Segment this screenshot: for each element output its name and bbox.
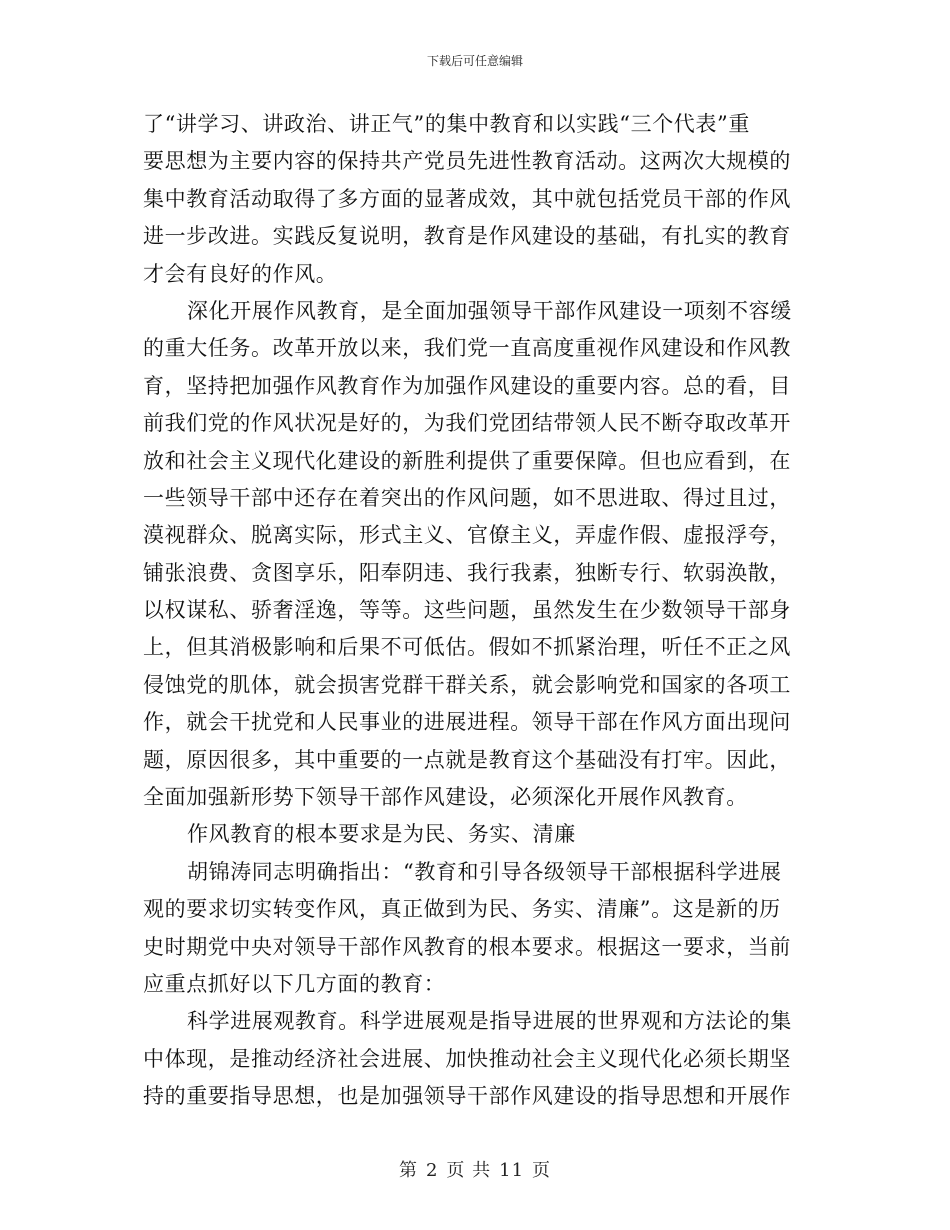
text-line: 中体现，是推动经济社会进展、加快推动社会主义现代化必须长期坚 — [143, 1046, 791, 1071]
text-line: 的重大任务。改革开放以来，我们党一直高度重视作风建设和作风教 — [143, 336, 791, 361]
text-line: 漠视群众、脱离实际，形式主义、官僚主义，弄虚作假、虚报浮夸， — [143, 523, 791, 548]
text-line: 应重点抓好以下几方面的教育： — [143, 971, 446, 996]
document-body — [143, 106, 803, 1116]
footer-middle: 页 共 — [446, 1160, 492, 1181]
text-line: 放和社会主义现代化建设的新胜利提供了重要保障。但也应看到，在 — [143, 448, 791, 473]
footer-total-pages: 11 — [499, 1160, 525, 1181]
text-line: 题，原因很多，其中重要的一点就是教育这个基础没有打牢。因此， — [143, 747, 791, 772]
text-line: 了“讲学习、讲政治、讲正气”的集中教育和以实践“三个代表”重 — [143, 112, 750, 136]
text-line: 铺张浪费、贪图享乐，阳奉阴违、我行我素，独断专行、软弱涣散， — [143, 560, 791, 585]
text-line: 进一步改进。实践反复说明，教育是作风建设的基础，有扎实的教育 — [143, 224, 791, 249]
text-line: 全面加强新形势下领导干部作风建设，必须深化开展作风教育。 — [143, 785, 748, 810]
text-line: 科学进展观教育。科学进展观是指导进展的世界观和方法论的集 — [187, 1009, 792, 1034]
text-line: 侵蚀党的肌体，就会损害党群干群关系，就会影响党和国家的各项工 — [143, 672, 791, 697]
footer-page-number: 2 — [425, 1160, 439, 1181]
text-line: 持的重要指导思想，也是加强领导干部作风建设的指导思想和开展作 — [143, 1084, 791, 1109]
footer-prefix: 第 — [398, 1160, 418, 1181]
text-line: 胡锦涛同志明确指出：“教育和引导各级领导干部根据科学进展 — [187, 859, 782, 884]
text-line: 一些领导干部中还存在着突出的作风问题，如不思进取、得过且过， — [143, 485, 791, 510]
footer-suffix: 页 — [532, 1160, 552, 1181]
text-line: 集中教育活动取得了多方面的显著成效，其中就包括党员干部的作风 — [143, 186, 791, 211]
text-line: 以权谋私、骄奢淫逸，等等。这些问题，虽然发生在少数领导干部身 — [143, 598, 791, 623]
text-line: 史时期党中央对领导干部作风教育的根本要求。根据这一要求，当前 — [143, 934, 791, 959]
text-line: 深化开展作风教育，是全面加强领导干部作风建设一项刻不容缓 — [187, 298, 792, 323]
text-line: 育，坚持把加强作风教育作为加强作风建设的重要内容。总的看，目 — [143, 373, 791, 398]
text-line: 作，就会干扰党和人民事业的进展进程。领导干部在作风方面出现问 — [143, 710, 791, 735]
text-line: 要思想为主要内容的保持共产党员先进性教育活动。这两次大规模的 — [143, 149, 791, 174]
page-header: 下载后可任意编辑 — [426, 54, 523, 68]
text-line: 前我们党的作风状况是好的，为我们党团结带领人民不断夺取改革开 — [143, 411, 791, 436]
text-line: 观的要求切实转变作风，真正做到为民、务实、清廉”。这是新的历 — [143, 897, 781, 922]
text-line: 作风教育的根本要求是为民、务实、清廉 — [187, 822, 576, 847]
page-footer — [0, 1156, 950, 1182]
text-line: 才会有良好的作风。 — [143, 261, 338, 286]
text-line: 上，但其消极影响和后果不可低估。假如不抓紧治理，听任不正之风 — [143, 635, 791, 660]
